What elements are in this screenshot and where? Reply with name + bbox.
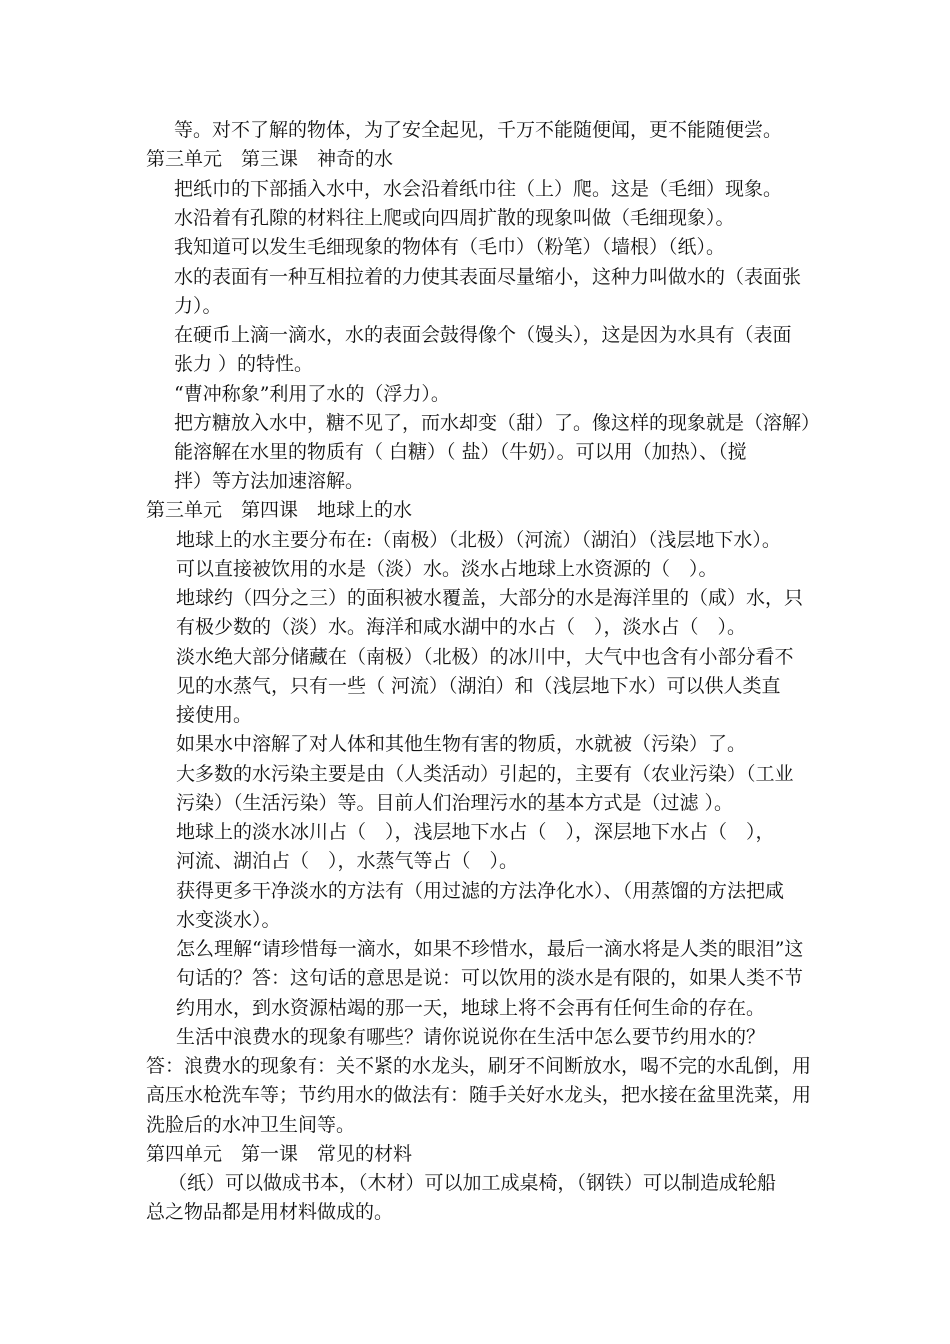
text-line: 约用水，到水资源枯竭的那一天，地球上将不会再有任何生命的存在。 xyxy=(176,997,766,1019)
text-line: 水变淡水）。 xyxy=(176,909,281,931)
section-heading: 第三单元 第四课 地球上的水 xyxy=(146,499,413,521)
text-line: 见的水蒸气，只有一些（ 河流）（湖泊）和（浅层地下水）可以供人类直 xyxy=(176,675,781,697)
text-line: 拌）等方法加速溶解。 xyxy=(174,470,365,492)
text-line: 生活中浪费水的现象有哪些？请你说说你在生活中怎么要节约用水的？ xyxy=(176,1026,766,1048)
text-line: 如果水中溶解了对人体和其他生物有害的物质，水就被（污染）了。 xyxy=(176,733,747,755)
text-line: 等。对不了解的物体，为了安全起见，千万不能随便闻，更不能随便尝。 xyxy=(174,119,783,141)
text-line: 大多数的水污染主要是由（人类活动）引起的，主要有（农业污染）（工业 xyxy=(176,763,794,785)
text-line: 力）。 xyxy=(174,295,222,317)
text-line: 河流、湖泊占（ ），水蒸气等占（ ）。 xyxy=(176,850,519,872)
text-line: 能溶解在水里的物质有（ 白糖）（ 盐）（牛奶）。可以用（加热）、（搅 xyxy=(174,441,747,463)
text-line: 接使用。 xyxy=(176,704,253,726)
text-line: 答：浪费水的现象有：关不紧的水龙头，刷牙不间断放水，喝不完的水乱倒，用 xyxy=(146,1055,812,1077)
text-line: 地球上的水主要分布在:（南极）（北极）（河流）（湖泊）（浅层地下水）。 xyxy=(176,529,781,551)
text-line: 淡水绝大部分储藏在（南极）（北极）的冰川中，大气中也含有小部分看不 xyxy=(176,646,794,668)
text-line: （纸）可以做成书本，（木材）可以加工成桌椅，（钢铁）可以制造成轮船 xyxy=(168,1172,777,1194)
text-line: 污染）（生活污染）等。目前人们治理污水的基本方式是（过滤 ）。 xyxy=(176,792,734,814)
text-line: 获得更多干净淡水的方法有（用过滤的方法净化水）、（用蒸馏的方法把咸 xyxy=(176,880,785,902)
text-line: 怎么理解“请珍惜每一滴水，如果不珍惜水，最后一滴水将是人类的眼泪”这 xyxy=(176,938,804,960)
text-line: 把纸巾的下部插入水中，水会沿着纸巾往（上）爬。这是（毛细）现象。 xyxy=(174,178,783,200)
text-line: 在硬币上滴一滴水，水的表面会鼓得像个（馒头），这是因为水具有（表面 xyxy=(174,324,792,346)
text-line: 可以直接被饮用的水是（淡）水。淡水占地球上水资源的（ ）。 xyxy=(176,558,718,580)
text-line: 总之物品都是用材料做成的。 xyxy=(146,1201,394,1223)
text-line: 高压水枪洗车等；节约用水的做法有：随手关好水龙头，把水接在盆里洗菜，用 xyxy=(146,1084,812,1106)
text-line: 把方糖放入水中，糖不见了，而水却变（甜）了。像这样的现象就是（溶解） xyxy=(174,412,821,434)
text-line: 有极少数的（淡）水。海洋和咸水湖中的水占（ ），淡水占（ ）。 xyxy=(176,616,747,638)
text-line: 地球约（四分之三）的面积被水覆盖，大部分的水是海洋里的（咸）水，只 xyxy=(176,587,804,609)
text-line: 水沿着有孔隙的材料往上爬或向四周扩散的现象叫做（毛细现象）。 xyxy=(174,207,735,229)
text-line: “曹冲称象”利用了水的（浮力）。 xyxy=(174,383,450,405)
text-line: 张力 ）的特性。 xyxy=(174,353,314,375)
text-line: 句话的？答：这句话的意思是说：可以饮用的淡水是有限的，如果人类不节 xyxy=(176,967,804,989)
text-line: 洗脸后的水冲卫生间等。 xyxy=(146,1114,356,1136)
text-line: 我知道可以发生毛细现象的物体有（毛巾）（粉笔）（墙根）（纸）。 xyxy=(174,236,726,258)
text-line: 地球上的淡水冰川占（ ），浅层地下水占（ ），深层地下水占（ ）， xyxy=(176,821,775,843)
section-heading: 第四单元 第一课 常见的材料 xyxy=(146,1143,413,1165)
section-heading: 第三单元 第三课 神奇的水 xyxy=(146,148,394,170)
text-line: 水的表面有一种互相拉着的力使其表面尽量缩小，这种力叫做水的（表面张 xyxy=(174,266,802,288)
